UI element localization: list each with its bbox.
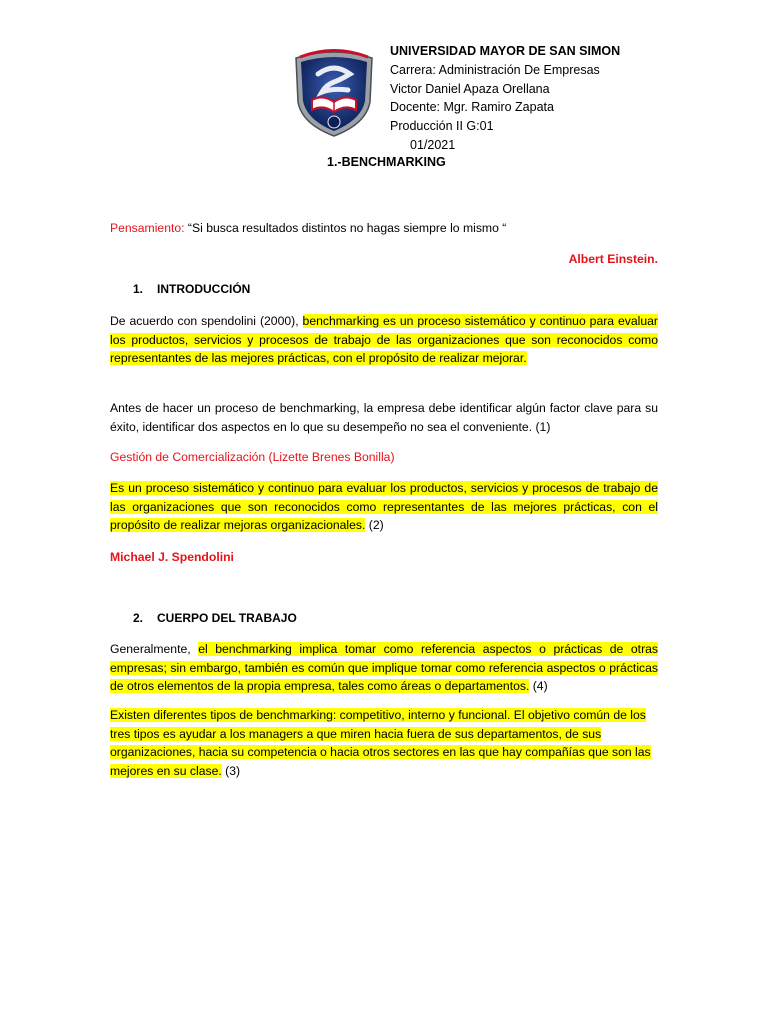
paragraph-text: De acuerdo con spendolini (2000), xyxy=(110,314,303,328)
term-line: 01/2021 xyxy=(410,137,456,152)
section-number: 2. xyxy=(133,611,144,625)
highlighted-text: Es un proceso sistemático y continuo para evaluar los productos, servicios y procesos de trabajo de las organizaciones que son reconocidos como representantes de las mejores prácticas, con el propósito de realizar mejoras organizacionales. xyxy=(110,481,658,533)
paragraph-text: Generalmente, xyxy=(110,642,199,656)
intro-paragraph-3 xyxy=(110,479,658,535)
document-title: 1.-BENCHMARKING xyxy=(327,155,446,169)
section-heading-introduccion xyxy=(133,282,250,296)
student-name: Victor Daniel Apaza Orellana xyxy=(390,81,550,96)
highlighted-text: benchmarking es un proceso sistemático y continuo para evaluar los productos, servicios y procesos de trabajo de las organizaciones que son reconocidos como representantes de las mejores prácticas, con el propósito de realizar mejorar. xyxy=(110,314,658,366)
thought-line xyxy=(110,219,506,237)
university-crest-icon xyxy=(290,44,378,138)
section-number: 1. xyxy=(133,282,144,296)
document-header xyxy=(390,42,620,155)
body-paragraph-2 xyxy=(110,706,658,780)
thought-label: Pensamiento: xyxy=(110,221,185,235)
highlighted-text: Existen diferentes tipos de benchmarking: competitivo, interno y funcional. El objetivo común de los tres tipos es ayudar a los managers a que miren hacia fuera de sus departamentos, de sus organizaciones, hacia su competencia o hacia otros sectores en las que hay compañías que son las mejores en su clase. xyxy=(110,708,651,778)
thought-author: Albert Einstein. xyxy=(568,252,658,266)
university-name: UNIVERSIDAD MAYOR DE SAN SIMON xyxy=(390,44,621,58)
course-line: Producción II G:01 xyxy=(390,119,494,134)
section-heading-cuerpo xyxy=(133,611,297,625)
teacher-line: Docente: Mgr. Ramiro Zapata xyxy=(390,100,554,115)
citation-ref: (3) xyxy=(221,763,241,778)
source-reference-1: Gestión de Comercialización (Lizette Brenes Bonilla) xyxy=(110,450,395,464)
body-paragraph-1 xyxy=(110,640,658,696)
source-reference-2: Michael J. Spendolini xyxy=(110,550,234,564)
intro-paragraph-2: Antes de hacer un proceso de benchmarking, la empresa debe identificar algún factor clave para su éxito, identificar dos aspectos en lo que su desempeño no sea el conveniente. (1) xyxy=(110,401,658,434)
thought-quote: “Si busca resultados distintos no hagas siempre lo mismo “ xyxy=(187,221,507,235)
career-line: Carrera: Administración De Empresas xyxy=(390,62,600,77)
section-title: INTRODUCCIÓN xyxy=(157,282,251,296)
highlighted-text: el benchmarking implica tomar como referencia aspectos o prácticas de otras empresas; sin embargo, también es común que implique tomar como referencia aspectos o prácticas de otros elementos de la propia empresa, tales como áreas o departamentos. xyxy=(110,642,659,694)
citation-ref: (2) xyxy=(365,518,384,533)
citation-ref: (4) xyxy=(529,679,548,694)
intro-paragraph-1 xyxy=(110,312,658,368)
section-title: CUERPO DEL TRABAJO xyxy=(157,611,297,625)
